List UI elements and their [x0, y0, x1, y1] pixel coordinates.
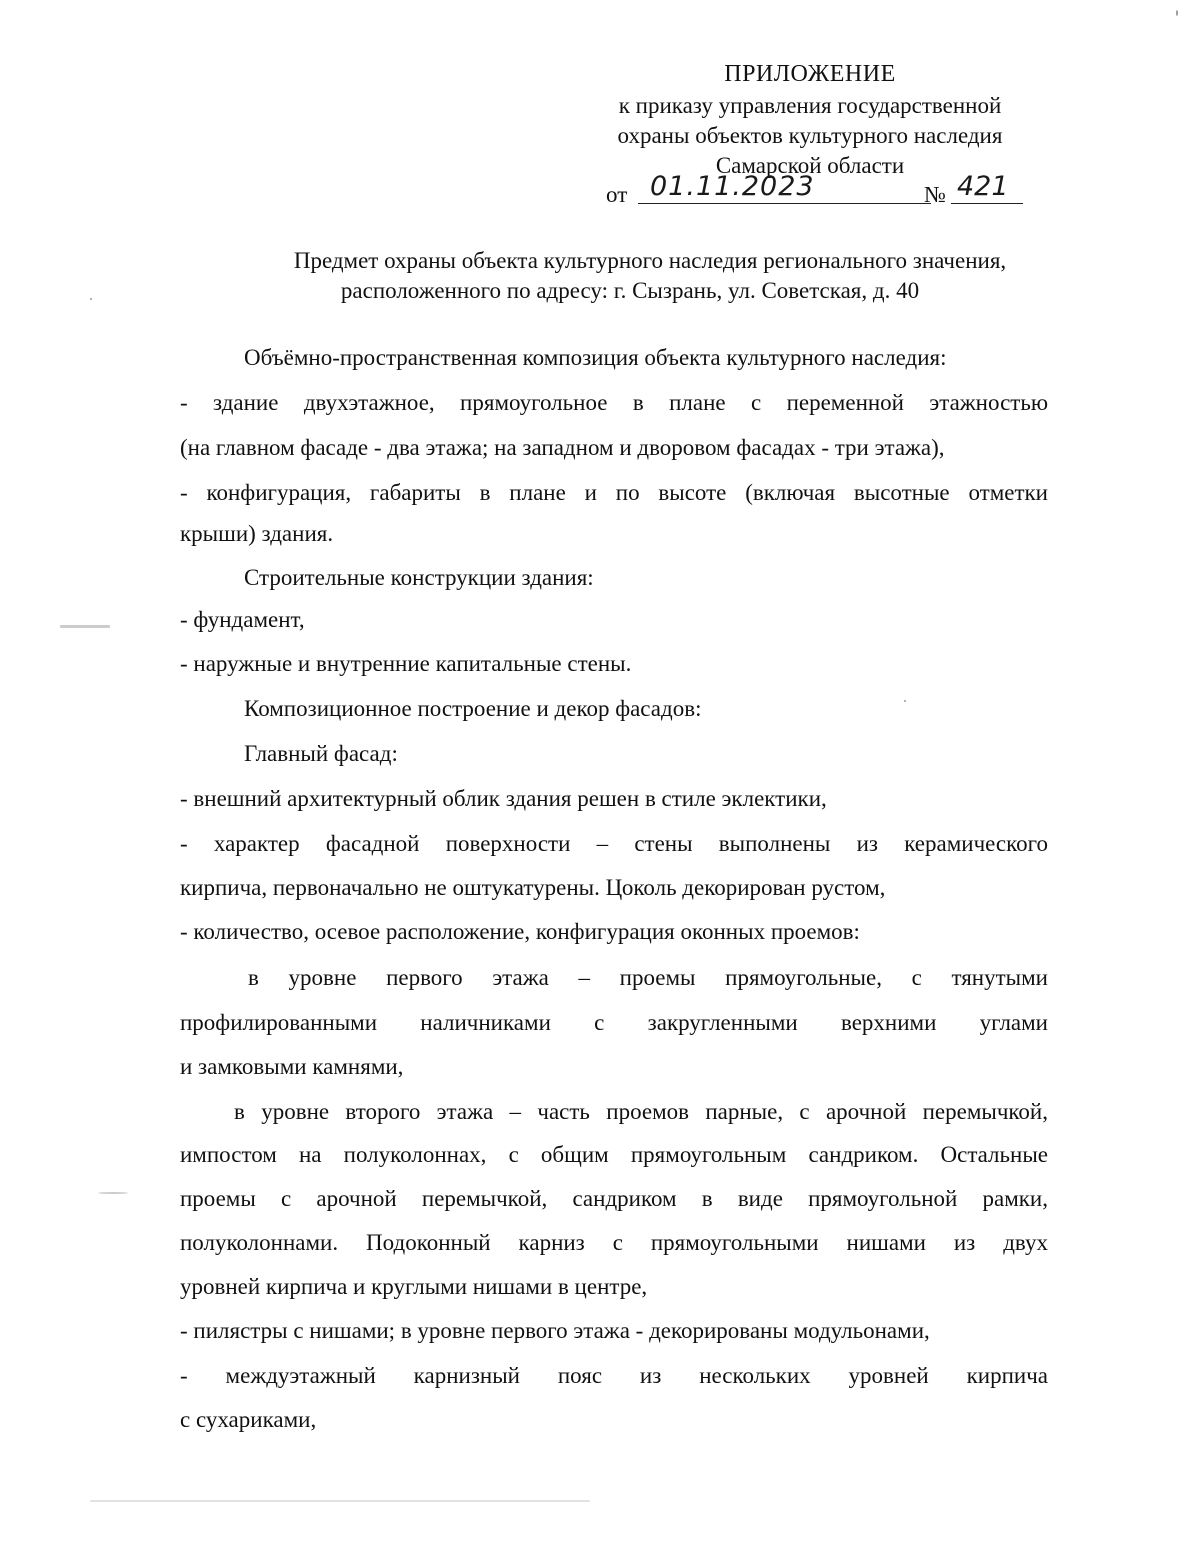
body-line: - конфигурация, габариты в плане и по высоте (включая высотные отметки	[180, 480, 1048, 505]
body-line: проемы с арочной перемычкой, сандриком в виде прямоугольной рамки,	[180, 1186, 1048, 1211]
scan-speck	[1176, 10, 1178, 16]
body-line: в уровне второго этажа – часть проемов парные, с арочной перемычкой,	[234, 1099, 1048, 1124]
body-line: - количество, осевое расположение, конфигурация оконных проемов:	[180, 919, 860, 944]
date-field	[638, 173, 931, 204]
number-prefix: №	[924, 182, 946, 207]
body-line: и замковыми камнями,	[180, 1054, 404, 1079]
body-line: - наружные и внутренние капитальные стены.	[180, 651, 632, 676]
handwritten-number: 421	[957, 171, 1009, 202]
number-field	[951, 173, 1023, 204]
body-line: Объёмно-пространственная композиция объекта культурного наследия:	[244, 345, 947, 370]
body-line: кирпича, первоначально не оштукатурены. Цоколь декорирован рустом,	[180, 875, 886, 900]
body-line: импостом на полуколоннах, с общим прямоугольным сандриком. Остальные	[180, 1142, 1048, 1167]
body-line: профилированными наличниками с закругленными верхними углами	[180, 1010, 1048, 1035]
body-line: Строительные конструкции здания:	[244, 565, 594, 590]
body-line: полуколоннами. Подоконный карниз с прямоугольными нишами из двух	[180, 1230, 1048, 1255]
appendix-line-2: охраны объектов культурного наследия	[617, 123, 1003, 148]
body-line: - характер фасадной поверхности – стены выполнены из керамического	[180, 831, 1048, 856]
appendix-title: ПРИЛОЖЕНИЕ	[724, 61, 896, 87]
order-date-number	[606, 173, 1036, 213]
body-line: с сухариками,	[180, 1407, 317, 1432]
body-line: крыши) здания.	[180, 521, 334, 546]
appendix-line-1: к приказу управления государственной	[618, 93, 1002, 118]
body-line: (на главном фасаде - два этажа; на западном и дворовом фасадах - три этажа),	[180, 435, 945, 460]
body-line: - внешний архитектурный облик здания решен в стиле эклектики,	[180, 786, 827, 811]
scan-speck	[904, 700, 906, 702]
scan-speck	[90, 298, 92, 300]
body-line: в уровне первого этажа – проемы прямоугольные, с тянутыми	[248, 965, 1048, 990]
body-line: - здание двухэтажное, прямоугольное в плане с переменной этажностью	[180, 390, 1048, 415]
body-line: - пилястры с нишами; в уровне первого этажа - декорированы модульонами,	[180, 1318, 930, 1343]
date-prefix: от	[606, 182, 628, 207]
scan-speck	[98, 1192, 128, 1194]
handwritten-date: 01.11.2023	[650, 171, 815, 202]
body-line: - фундамент,	[180, 607, 305, 632]
body-line: уровней кирпича и круглыми нишами в центре,	[180, 1274, 648, 1299]
appendix-line-3: Самарской области	[715, 153, 905, 178]
subject-line-1: Предмет охраны объекта культурного наследия регионального значения,	[293, 248, 1007, 273]
body-line: Главный фасад:	[244, 741, 398, 766]
subject-line-2: расположенного по адресу: г. Сызрань, ул. Советская, д. 40	[340, 278, 920, 303]
body-line: Композиционное построение и декор фасадов:	[244, 696, 702, 721]
scan-speck	[90, 1500, 590, 1502]
scan-speck	[60, 625, 110, 628]
body-line: - междуэтажный карнизный пояс из нескольких уровней кирпича	[180, 1363, 1048, 1388]
